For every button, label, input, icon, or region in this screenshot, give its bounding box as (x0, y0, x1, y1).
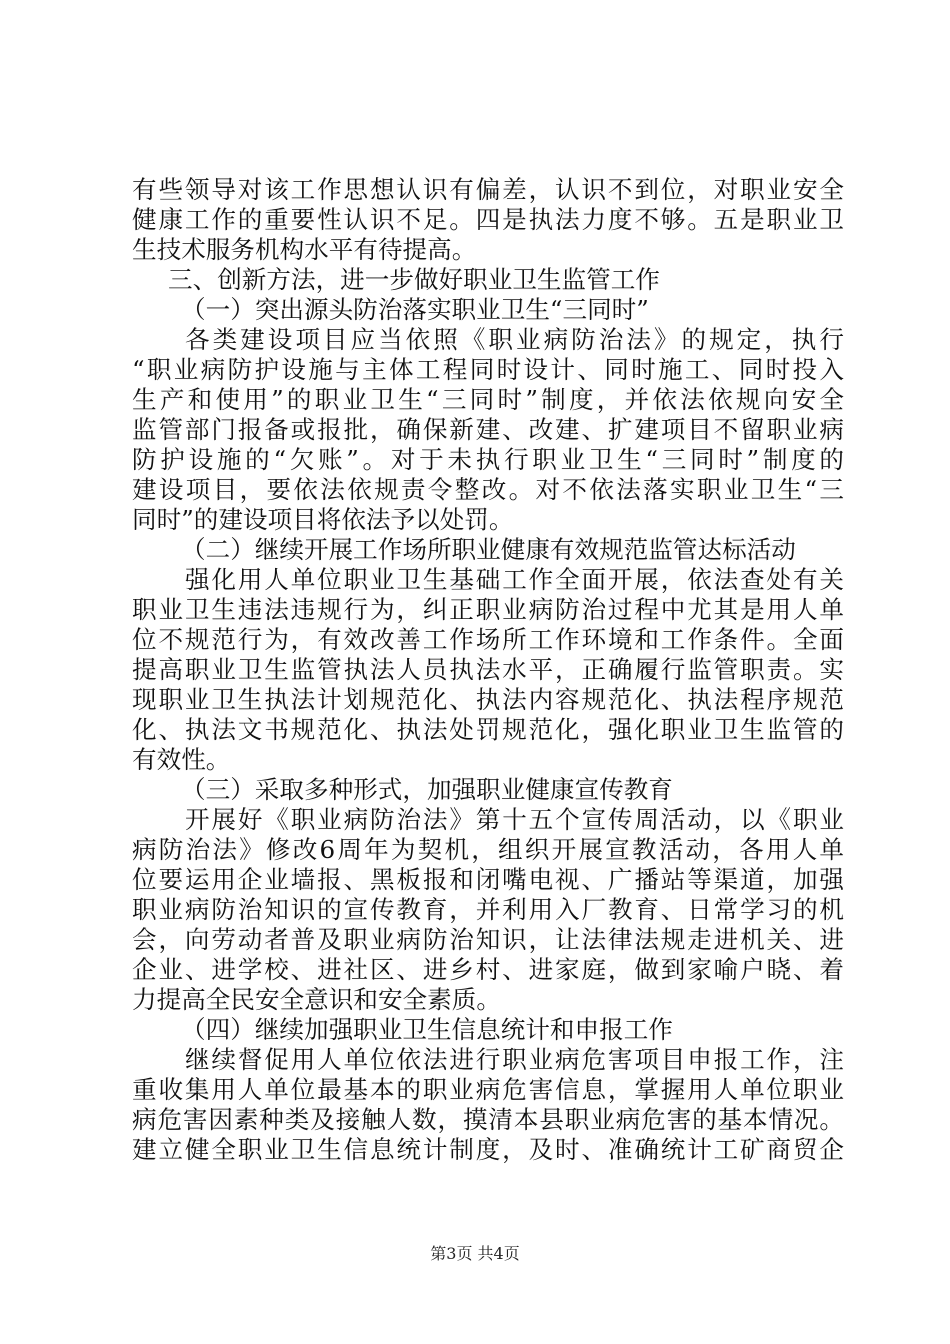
text-line: 生产和使用”的职业卫生“三同时”制度，并依法依规向安全 (132, 385, 844, 414)
text-line: 化、执法文书规范化、执法处罚规范化，强化职业卫生监管的 (132, 715, 844, 744)
text-line: 同时”的建设项目将依法予以处罚。 (132, 505, 514, 534)
text-line: 三、创新方法，进一步做好职业卫生监管工作 (168, 265, 660, 294)
document-body (132, 175, 844, 1165)
text-line: 生技术服务机构水平有待提高。 (132, 235, 477, 264)
text-line: （一）突出源头防治落实职业卫生“三同时” (181, 295, 649, 324)
text-line: 建设项目，要依法依规责令整改。对不依法落实职业卫生“三 (132, 475, 844, 504)
text-line: 提高职业卫生监管执法人员执法水平，正确履行监管职责。实 (132, 655, 844, 684)
text-line: 现职业卫生执法计划规范化、执法内容规范化、执法程序规范 (132, 685, 844, 714)
text-line: 继续督促用人单位依法进行职业病危害项目申报工作，注 (185, 1045, 844, 1074)
text-line: 会，向劳动者普及职业病防治知识，让法律法规走进机关、进 (132, 925, 844, 954)
text-line: （四）继续加强职业卫生信息统计和申报工作 (181, 1015, 673, 1044)
text-line: “职业病防护设施与主体工程同时设计、同时施工、同时投入 (132, 355, 844, 384)
text-line: 职业病防治知识的宣传教育，并利用入厂教育、日常学习的机 (132, 895, 844, 924)
text-line: 病危害因素种类及接触人数，摸清本县职业病危害的基本情况。 (132, 1105, 844, 1134)
text-line: 位不规范行为，有效改善工作场所工作环境和工作条件。全面 (132, 625, 844, 654)
text-line: 力提高全民安全意识和安全素质。 (132, 985, 501, 1014)
text-line: 各类建设项目应当依照《职业病防治法》的规定，执行 (185, 325, 844, 354)
text-line: 防护设施的“欠账”。对于未执行职业卫生“三同时”制度的 (132, 445, 844, 474)
text-line: （二）继续开展工作场所职业健康有效规范监管达标活动 (181, 535, 796, 564)
text-line: 有效性。 (132, 745, 231, 774)
text-line: 强化用人单位职业卫生基础工作全面开展，依法查处有关 (185, 565, 844, 594)
text-line: 有些领导对该工作思想认识有偏差，认识不到位，对职业安全 (132, 175, 844, 204)
text-line: 建立健全职业卫生信息统计制度，及时、准确统计工矿商贸企 (132, 1135, 844, 1164)
page-footer: 第3页 共4页 (430, 1244, 520, 1263)
text-line: 监管部门报备或报批，确保新建、改建、扩建项目不留职业病 (132, 415, 844, 444)
text-line: 健康工作的重要性认识不足。四是执法力度不够。五是职业卫 (132, 205, 844, 234)
text-line: 职业卫生违法违规行为，纠正职业病防治过程中尤其是用人单 (132, 595, 844, 624)
text-line: 企业、进学校、进社区、进乡村、进家庭，做到家喻户晓、着 (132, 955, 844, 984)
text-line: （三）采取多种形式，加强职业健康宣传教育 (181, 775, 673, 804)
text-line: 开展好《职业病防治法》第十五个宣传周活动，以《职业 (185, 805, 844, 834)
text-line: 位要运用企业墙报、黑板报和闭嘴电视、广播站等渠道，加强 (132, 865, 844, 894)
text-line: 病防治法》修改6周年为契机，组织开展宣教活动，各用人单 (132, 835, 844, 864)
text-line: 重收集用人单位最基本的职业病危害信息，掌握用人单位职业 (132, 1075, 844, 1104)
